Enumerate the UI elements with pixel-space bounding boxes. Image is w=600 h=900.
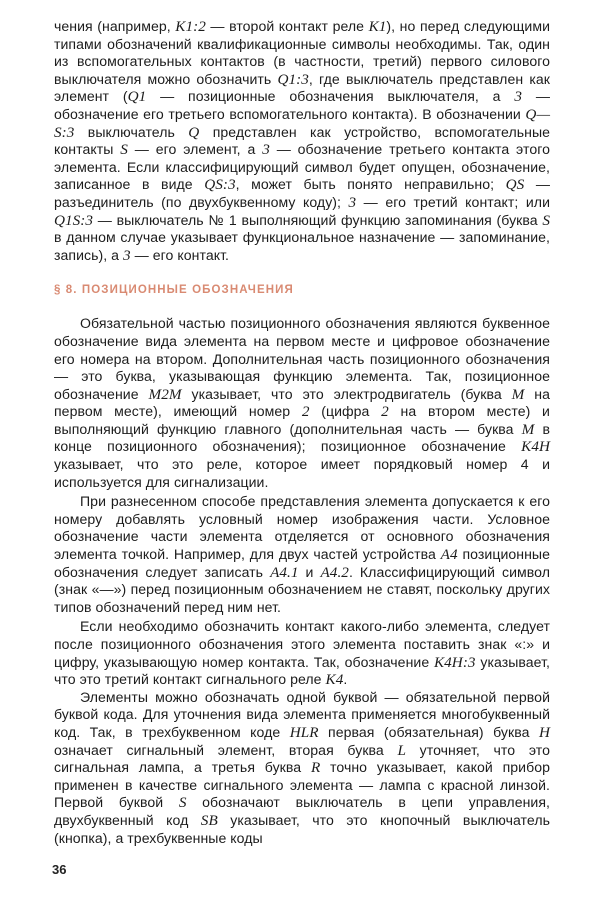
- text-run: на первом месте), имеющий номер: [54, 385, 551, 420]
- text-run: — позиционные обозначения выключателя, а: [146, 88, 515, 105]
- designation-code: L: [397, 741, 406, 759]
- page-number: 36: [52, 862, 67, 877]
- designation-code: R: [310, 759, 321, 777]
- paragraph-separated-method: [54, 493, 550, 616]
- text-run: ), но перед следующими типами обозначений квалификационные символы необходимы. Так, один из вспомогательных контактов (в частности, третий) первого силового выключателя можно обозначить: [54, 18, 550, 87]
- text-run: — обозначение третьего контакта этого элемента. Если классифицирующий символ будет опущен, обозначение, записанное в виде: [54, 141, 550, 193]
- text-run: чения (например,: [54, 18, 176, 34]
- paragraph-contact-designation: [54, 618, 550, 688]
- text-run: точно указывает, какой прибор применен в качестве сигнального элемента — лампа с красной линзой. Первой буквой: [54, 759, 550, 811]
- text-run: выключатель: [74, 123, 189, 140]
- text-run: .: [343, 671, 348, 688]
- text-run: — его элемент, а: [127, 141, 263, 158]
- text-run: означает сигнальный элемент, вторая буква: [54, 741, 398, 758]
- text-run: на втором месте) и выполняющий функцию главного (дополнительная часть — буква: [54, 403, 550, 437]
- designation-code: 3: [348, 193, 357, 211]
- section-heading: § 8. ПОЗИЦИОННЫЕ ОБОЗНАЧЕНИЯ: [54, 284, 294, 297]
- text-run: Элементы можно обозначать одной буквой — обязательной первой буквой кода. Для уточнения вида элемента применяется многобуквенный код. Так, в трехбуквенном коде: [54, 688, 550, 740]
- designation-code: M2M: [148, 385, 182, 403]
- text-run: указывает, что это электродвигатель (буква: [181, 385, 512, 402]
- paragraph-mandatory-part: [54, 315, 550, 491]
- designation-code: A4.1: [270, 563, 299, 581]
- text-run: указывает, что это реле, которое имеет порядковый номер 4 и используется для сигнализации.: [54, 456, 550, 490]
- paragraph-continuation: [54, 18, 550, 264]
- text-run: Обязательной частью позиционного обозначения являются буквенное обозначение вида элемента на первом месте и цифровое обозначение его номера на втором. Дополнительная часть позиционного обозначения — это буква, указывающая функцию элемента. Так, позиционное обозначение: [54, 315, 550, 402]
- text-run: обозначают выключатель в цепи управления, двухбуквенный код: [54, 794, 550, 828]
- text-run: в конце позиционного обозначения); позиционное обозначение: [54, 420, 550, 455]
- designation-code: K4H: [521, 438, 550, 456]
- text-run: — его третий контакт; или: [356, 193, 550, 210]
- text-run: первая (обязательная) буква: [318, 723, 539, 740]
- text-run: уточняет, что это сигнальная лампа, а третья буква: [54, 741, 550, 776]
- designation-code: S: [120, 141, 128, 159]
- designation-code: QS:3: [204, 176, 236, 194]
- text-run: Если необходимо обозначить контакт какого-либо элемента, следует после позиционного обозначения этого элемента поставить знак «:» и цифру, указывающую номер контакта. Так, обозначение: [54, 618, 550, 670]
- designation-code: M: [511, 385, 525, 403]
- designation-code: K4H:3: [433, 653, 476, 671]
- text-run: указывает, что это кнопочный выключатель (кнопка), а трехбуквенные коды: [54, 811, 550, 846]
- designation-code: S: [542, 211, 550, 229]
- text-run: позиционные обозначения следует записать: [54, 546, 550, 580]
- designation-code: S: [178, 794, 187, 812]
- designation-code: K1: [368, 18, 387, 35]
- text-run: . Классифицирующий символ (знак «—») перед позиционным обозначением не ставят, поскольку других типов обозначений перед ним нет.: [54, 563, 550, 615]
- designation-code: A4.2: [320, 563, 349, 581]
- text-run: — второй контакт реле: [205, 18, 369, 34]
- designation-code: SB: [200, 811, 218, 829]
- text-run: — его контакт.: [130, 246, 229, 263]
- designation-code: Q: [188, 123, 200, 141]
- designation-code: 3: [262, 141, 270, 159]
- designation-code: QS: [505, 176, 525, 194]
- text-run: — обозначение его третьего вспомогательного контакта). В обозначении: [54, 88, 550, 122]
- text-run: , может быть понято неправильно;: [235, 176, 506, 193]
- text-run: в данном случае указывает функциональное назначение — запоминание, запись), а: [54, 229, 550, 263]
- designation-code: 3: [123, 246, 131, 264]
- designation-code: Q1S:3: [54, 211, 94, 229]
- text-run: и: [298, 563, 321, 580]
- designation-code: 3: [514, 88, 523, 106]
- designation-code: Q1: [127, 88, 147, 106]
- text-run: — разъединитель (по двухбуквенному коду);: [54, 176, 550, 210]
- designation-code: A4: [440, 546, 458, 564]
- designation-code: Q1:3: [277, 70, 309, 88]
- designation-code: 2: [301, 403, 310, 421]
- designation-code: H: [538, 723, 550, 741]
- designation-code: K1:2: [175, 18, 206, 35]
- text-run: указывает, что это третий контакт сигнального реле: [54, 653, 550, 688]
- designation-code: M: [521, 420, 535, 438]
- designation-code: 2: [381, 403, 389, 421]
- designation-code: K4: [325, 671, 344, 689]
- text-run: , где выключатель представлен как элемент (: [54, 70, 550, 105]
- text-run: — выключатель № 1 выполняющий функцию запоминания (буква: [93, 211, 543, 228]
- designation-code: Q—S:3: [54, 105, 550, 141]
- designation-code: HLR: [289, 723, 319, 741]
- paragraph-letter-codes: [54, 689, 550, 847]
- text-run: При разнесенном способе представления элемента допускается к его номеру добавлять условный номер изображения части. Условное обозначение части элемента отделяется от основного обозначения элемента точкой. Например, для двух частей устройства: [54, 493, 550, 563]
- page-body: [54, 18, 550, 847]
- text-run: (цифра: [309, 403, 382, 420]
- text-run: представлен как устройство, вспомогательные контакты: [54, 123, 551, 158]
